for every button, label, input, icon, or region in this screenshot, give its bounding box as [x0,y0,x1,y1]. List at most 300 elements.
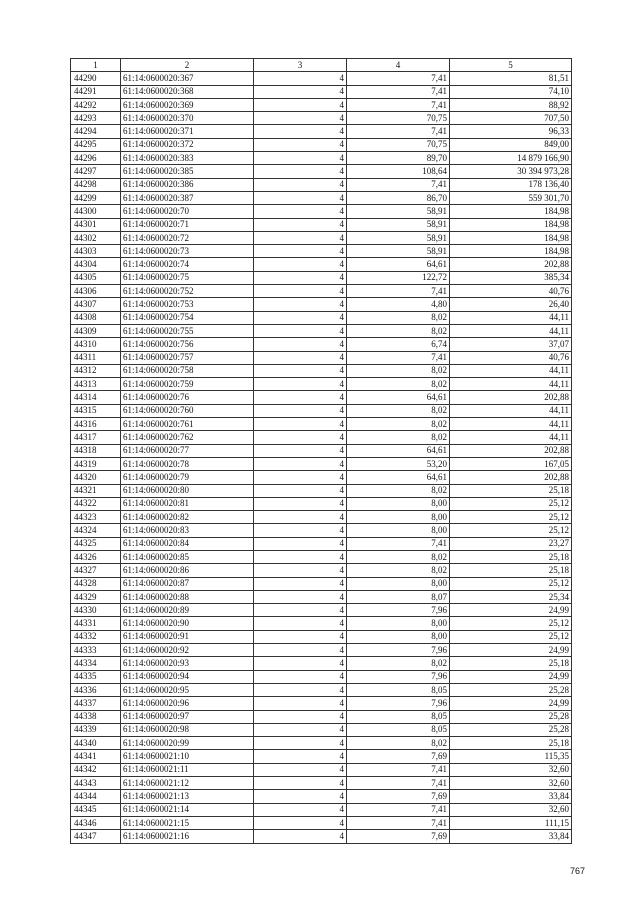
code-cell: 4 [254,324,347,337]
row-number-cell: 44291 [71,85,121,98]
value-cell: 25,18 [450,550,572,563]
cadastral-number-cell: 61:14:0600020:80 [121,484,254,497]
code-cell: 4 [254,152,347,165]
cadastral-number-cell: 61:14:0600020:385 [121,165,254,178]
area-cell: 7,96 [347,670,450,683]
column-header-5: 5 [450,59,572,72]
row-number-cell: 44327 [71,564,121,577]
column-header-2: 2 [121,59,254,72]
area-cell: 8,02 [347,364,450,377]
code-cell: 4 [254,404,347,417]
area-cell: 58,91 [347,218,450,231]
value-cell: 202,88 [450,471,572,484]
row-number-cell: 44302 [71,231,121,244]
code-cell: 4 [254,816,347,829]
code-cell: 4 [254,777,347,790]
row-number-cell: 44295 [71,138,121,151]
code-cell: 4 [254,577,347,590]
table-row [71,737,572,750]
value-cell: 111,15 [450,816,572,829]
cadastral-number-cell: 61:14:0600020:368 [121,85,254,98]
table-row [71,298,572,311]
cadastral-number-cell: 61:14:0600020:87 [121,577,254,590]
area-cell: 7,41 [347,178,450,191]
cadastral-number-cell: 61:14:0600020:93 [121,657,254,670]
table-row [71,205,572,218]
code-cell: 4 [254,723,347,736]
cadastral-number-cell: 61:14:0600020:96 [121,697,254,710]
code-cell: 4 [254,271,347,284]
table-row [71,98,572,111]
value-cell: 23,27 [450,537,572,550]
value-cell: 44,11 [450,364,572,377]
row-number-cell: 44338 [71,710,121,723]
table-row [71,644,572,657]
cadastral-number-cell: 61:14:0600020:762 [121,431,254,444]
area-cell: 8,00 [347,617,450,630]
row-number-cell: 44313 [71,378,121,391]
cadastral-number-cell: 61:14:0600020:98 [121,723,254,736]
code-cell: 4 [254,285,347,298]
table-row [71,351,572,364]
code-cell: 4 [254,790,347,803]
cadastral-number-cell: 61:14:0600020:82 [121,511,254,524]
cadastral-number-cell: 61:14:0600020:752 [121,285,254,298]
area-cell: 4,80 [347,298,450,311]
code-cell: 4 [254,178,347,191]
cadastral-number-cell: 61:14:0600020:74 [121,258,254,271]
cadastral-number-cell: 61:14:0600020:71 [121,218,254,231]
row-number-cell: 44304 [71,258,121,271]
area-cell: 7,41 [347,777,450,790]
code-cell: 4 [254,750,347,763]
row-number-cell: 44323 [71,511,121,524]
value-cell: 25,28 [450,710,572,723]
code-cell: 4 [254,830,347,843]
code-cell: 4 [254,364,347,377]
area-cell: 58,91 [347,231,450,244]
cadastral-number-cell: 61:14:0600020:371 [121,125,254,138]
table-row [71,444,572,457]
area-cell: 64,61 [347,258,450,271]
value-cell: 25,18 [450,564,572,577]
row-number-cell: 44335 [71,670,121,683]
code-cell: 4 [254,138,347,151]
table-row [71,364,572,377]
value-cell: 178 136,40 [450,178,572,191]
row-number-cell: 44332 [71,630,121,643]
table-row [71,750,572,763]
table-row [71,710,572,723]
cadastral-number-cell: 61:14:0600020:83 [121,524,254,537]
column-header-3: 3 [254,59,347,72]
row-number-cell: 44343 [71,777,121,790]
row-number-cell: 44337 [71,697,121,710]
cadastral-number-cell: 61:14:0600020:753 [121,298,254,311]
code-cell: 4 [254,710,347,723]
table-row [71,590,572,603]
value-cell: 32,60 [450,763,572,776]
table-row [71,138,572,151]
cadastral-number-cell: 61:14:0600020:78 [121,457,254,470]
code-cell: 4 [254,763,347,776]
cadastral-number-cell: 61:14:0600020:97 [121,710,254,723]
area-cell: 7,69 [347,750,450,763]
value-cell: 24,99 [450,644,572,657]
code-cell: 4 [254,245,347,258]
row-number-cell: 44300 [71,205,121,218]
row-number-cell: 44294 [71,125,121,138]
area-cell: 7,96 [347,697,450,710]
value-cell: 25,18 [450,737,572,750]
table-row [71,830,572,843]
area-cell: 58,91 [347,205,450,218]
code-cell: 4 [254,351,347,364]
value-cell: 167,05 [450,457,572,470]
area-cell: 64,61 [347,471,450,484]
area-cell: 8,05 [347,723,450,736]
area-cell: 7,41 [347,98,450,111]
table-row [71,670,572,683]
table-row [71,697,572,710]
table-row [71,72,572,85]
row-number-cell: 44342 [71,763,121,776]
value-cell: 81,51 [450,72,572,85]
cadastral-number-cell: 61:14:0600020:95 [121,683,254,696]
table-row [71,258,572,271]
table-row [71,245,572,258]
row-number-cell: 44307 [71,298,121,311]
row-number-cell: 44340 [71,737,121,750]
row-number-cell: 44344 [71,790,121,803]
row-number-cell: 44315 [71,404,121,417]
code-cell: 4 [254,590,347,603]
value-cell: 115,35 [450,750,572,763]
table-row [71,112,572,125]
value-cell: 202,88 [450,258,572,271]
table-row [71,391,572,404]
row-number-cell: 44347 [71,830,121,843]
area-cell: 8,02 [347,431,450,444]
row-number-cell: 44299 [71,191,121,204]
row-number-cell: 44326 [71,550,121,563]
value-cell: 44,11 [450,431,572,444]
value-cell: 202,88 [450,444,572,457]
area-cell: 8,00 [347,497,450,510]
value-cell: 40,76 [450,285,572,298]
value-cell: 184,98 [450,205,572,218]
cadastral-number-cell: 61:14:0600020:757 [121,351,254,364]
code-cell: 4 [254,617,347,630]
row-number-cell: 44297 [71,165,121,178]
cadastral-number-cell: 61:14:0600020:76 [121,391,254,404]
table-row [71,218,572,231]
table-row [71,511,572,524]
area-cell: 8,00 [347,577,450,590]
area-cell: 7,69 [347,790,450,803]
row-number-cell: 44308 [71,311,121,324]
cadastral-number-cell: 61:14:0600021:11 [121,763,254,776]
row-number-cell: 44341 [71,750,121,763]
table-row [71,484,572,497]
code-cell: 4 [254,231,347,244]
code-cell: 4 [254,191,347,204]
value-cell: 24,99 [450,604,572,617]
value-cell: 44,11 [450,378,572,391]
value-cell: 202,88 [450,391,572,404]
code-cell: 4 [254,378,347,391]
table-row [71,178,572,191]
row-number-cell: 44334 [71,657,121,670]
table-row [71,285,572,298]
value-cell: 32,60 [450,803,572,816]
area-cell: 7,69 [347,830,450,843]
code-cell: 4 [254,697,347,710]
area-cell: 6,74 [347,338,450,351]
area-cell: 64,61 [347,444,450,457]
area-cell: 8,00 [347,630,450,643]
row-number-cell: 44301 [71,218,121,231]
row-number-cell: 44305 [71,271,121,284]
table-row [71,324,572,337]
value-cell: 74,10 [450,85,572,98]
code-cell: 4 [254,497,347,510]
cadastral-number-cell: 61:14:0600020:90 [121,617,254,630]
area-cell: 8,02 [347,550,450,563]
value-cell: 25,12 [450,497,572,510]
value-cell: 44,11 [450,418,572,431]
code-cell: 4 [254,683,347,696]
code-cell: 4 [254,644,347,657]
code-cell: 4 [254,604,347,617]
row-number-cell: 44333 [71,644,121,657]
cadastral-number-cell: 61:14:0600020:755 [121,324,254,337]
table-row [71,816,572,829]
value-cell: 25,12 [450,630,572,643]
area-cell: 8,05 [347,710,450,723]
area-cell: 8,05 [347,683,450,696]
code-cell: 4 [254,112,347,125]
row-number-cell: 44317 [71,431,121,444]
code-cell: 4 [254,657,347,670]
code-cell: 4 [254,338,347,351]
code-cell: 4 [254,258,347,271]
cadastral-number-cell: 61:14:0600020:367 [121,72,254,85]
code-cell: 4 [254,550,347,563]
cadastral-number-cell: 61:14:0600020:386 [121,178,254,191]
value-cell: 25,12 [450,617,572,630]
area-cell: 64,61 [347,391,450,404]
code-cell: 4 [254,311,347,324]
row-number-cell: 44339 [71,723,121,736]
cadastral-number-cell: 61:14:0600020:372 [121,138,254,151]
row-number-cell: 44328 [71,577,121,590]
row-number-cell: 44330 [71,604,121,617]
area-cell: 8,02 [347,404,450,417]
cadastral-number-cell: 61:14:0600020:81 [121,497,254,510]
code-cell: 4 [254,484,347,497]
row-number-cell: 44325 [71,537,121,550]
area-cell: 89,70 [347,152,450,165]
area-cell: 70,75 [347,112,450,125]
row-number-cell: 44306 [71,285,121,298]
area-cell: 8,02 [347,484,450,497]
area-cell: 8,02 [347,418,450,431]
value-cell: 24,99 [450,670,572,683]
cadastral-number-cell: 61:14:0600020:72 [121,231,254,244]
table-row [71,777,572,790]
cadastral-number-cell: 61:14:0600021:10 [121,750,254,763]
cadastral-number-cell: 61:14:0600020:84 [121,537,254,550]
table-row [71,630,572,643]
table-row [71,191,572,204]
cadastral-number-cell: 61:14:0600020:92 [121,644,254,657]
value-cell: 25,34 [450,590,572,603]
column-header-4: 4 [347,59,450,72]
area-cell: 122,72 [347,271,450,284]
cadastral-number-cell: 61:14:0600020:99 [121,737,254,750]
value-cell: 25,18 [450,657,572,670]
table-row [71,524,572,537]
area-cell: 7,41 [347,351,450,364]
table-row [71,723,572,736]
row-number-cell: 44312 [71,364,121,377]
row-number-cell: 44336 [71,683,121,696]
value-cell: 25,18 [450,484,572,497]
code-cell: 4 [254,218,347,231]
cadastral-number-cell: 61:14:0600021:14 [121,803,254,816]
table-row [71,803,572,816]
area-cell: 7,41 [347,763,450,776]
code-cell: 4 [254,524,347,537]
area-cell: 8,07 [347,590,450,603]
area-cell: 8,02 [347,311,450,324]
row-number-cell: 44296 [71,152,121,165]
value-cell: 25,12 [450,524,572,537]
area-cell: 8,02 [347,657,450,670]
value-cell: 37,07 [450,338,572,351]
row-number-cell: 44310 [71,338,121,351]
value-cell: 96,33 [450,125,572,138]
table-row [71,404,572,417]
header-row [71,59,572,72]
cadastral-number-cell: 61:14:0600020:73 [121,245,254,258]
table-row [71,604,572,617]
code-cell: 4 [254,444,347,457]
area-cell: 7,41 [347,537,450,550]
cadastral-number-cell: 61:14:0600020:370 [121,112,254,125]
cadastral-number-cell: 61:14:0600020:756 [121,338,254,351]
code-cell: 4 [254,418,347,431]
area-cell: 7,96 [347,604,450,617]
code-cell: 4 [254,537,347,550]
table-row [71,85,572,98]
table-row [71,537,572,550]
area-cell: 7,41 [347,72,450,85]
code-cell: 4 [254,298,347,311]
area-cell: 70,75 [347,138,450,151]
value-cell: 707,50 [450,112,572,125]
table-row [71,152,572,165]
cadastral-number-cell: 61:14:0600020:387 [121,191,254,204]
code-cell: 4 [254,511,347,524]
value-cell: 44,11 [450,404,572,417]
cadastral-number-cell: 61:14:0600020:754 [121,311,254,324]
code-cell: 4 [254,457,347,470]
row-number-cell: 44321 [71,484,121,497]
code-cell: 4 [254,737,347,750]
area-cell: 8,00 [347,511,450,524]
cadastral-number-cell: 61:14:0600020:77 [121,444,254,457]
code-cell: 4 [254,630,347,643]
cadastral-number-cell: 61:14:0600020:91 [121,630,254,643]
row-number-cell: 44331 [71,617,121,630]
row-number-cell: 44324 [71,524,121,537]
cadastral-number-cell: 61:14:0600020:94 [121,670,254,683]
area-cell: 8,02 [347,378,450,391]
area-cell: 7,41 [347,85,450,98]
table-row [71,431,572,444]
table-row [71,683,572,696]
value-cell: 33,84 [450,830,572,843]
cadastral-number-cell: 61:14:0600020:88 [121,590,254,603]
area-cell: 7,96 [347,644,450,657]
table-row [71,497,572,510]
cadastral-number-cell: 61:14:0600020:369 [121,98,254,111]
row-number-cell: 44316 [71,418,121,431]
cadastral-number-cell: 61:14:0600020:761 [121,418,254,431]
row-number-cell: 44309 [71,324,121,337]
table-row [71,418,572,431]
row-number-cell: 44314 [71,391,121,404]
table-row [71,338,572,351]
value-cell: 24,99 [450,697,572,710]
value-cell: 184,98 [450,218,572,231]
code-cell: 4 [254,72,347,85]
table-row [71,790,572,803]
row-number-cell: 44303 [71,245,121,258]
area-cell: 108,64 [347,165,450,178]
code-cell: 4 [254,85,347,98]
code-cell: 4 [254,205,347,218]
value-cell: 32,60 [450,777,572,790]
area-cell: 7,41 [347,816,450,829]
table-row [71,311,572,324]
table-row [71,378,572,391]
row-number-cell: 44345 [71,803,121,816]
cadastral-number-cell: 61:14:0600020:79 [121,471,254,484]
code-cell: 4 [254,670,347,683]
code-cell: 4 [254,125,347,138]
cadastral-number-cell: 61:14:0600020:760 [121,404,254,417]
data-table [70,58,572,844]
row-number-cell: 44319 [71,457,121,470]
row-number-cell: 44329 [71,590,121,603]
value-cell: 33,84 [450,790,572,803]
value-cell: 385,34 [450,271,572,284]
value-cell: 849,00 [450,138,572,151]
table-row [71,577,572,590]
row-number-cell: 44346 [71,816,121,829]
cadastral-number-cell: 61:14:0600021:12 [121,777,254,790]
row-number-cell: 44292 [71,98,121,111]
cadastral-number-cell: 61:14:0600020:89 [121,604,254,617]
table-row [71,271,572,284]
code-cell: 4 [254,98,347,111]
column-header-1: 1 [71,59,121,72]
code-cell: 4 [254,431,347,444]
row-number-cell: 44320 [71,471,121,484]
